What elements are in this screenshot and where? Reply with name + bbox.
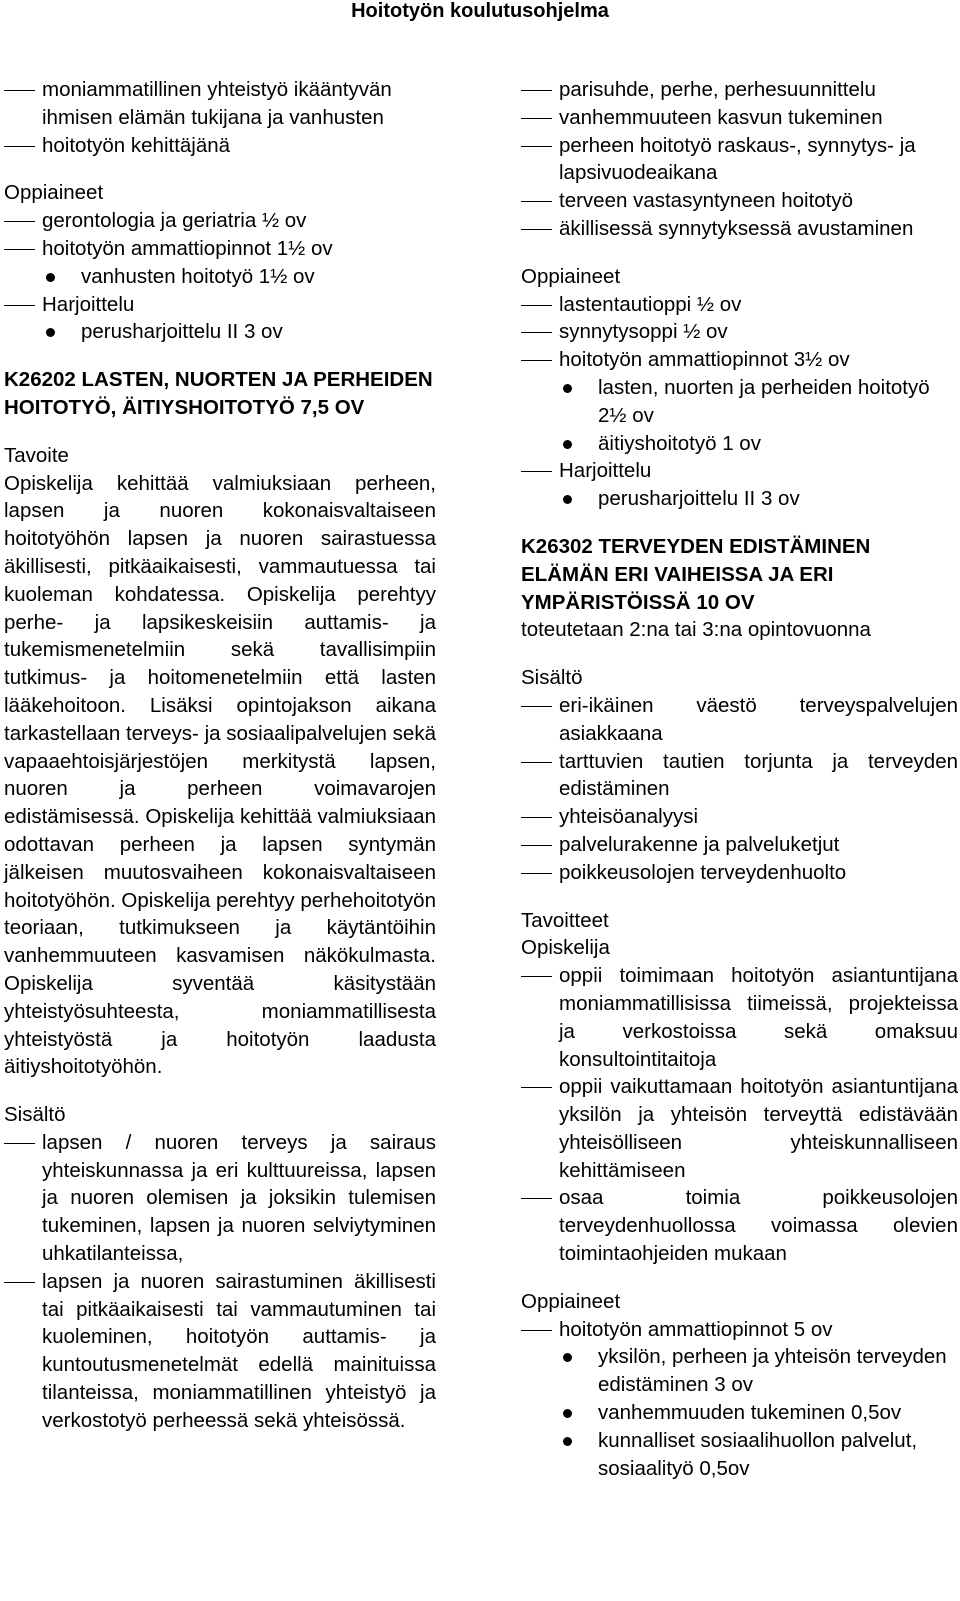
bullet-item-text: äitiyshoitotyö 1 ov [598,431,761,455]
list-item [521,831,958,859]
list-item [4,235,436,263]
list-item-text: äkillisessä synnytyksessä avustaminen [559,216,914,240]
list-item-text: hoitotyön kehittäjänä [42,133,231,157]
list-item [4,76,436,132]
list-item-text: oppii vaikuttamaan hoitotyön asiantuntijana yksilön ja yhteisön terveyttä edistävään yhteisölliseen yhteiskunnalliseen kehittämiseen [559,1075,958,1182]
bullet-marker [563,495,572,504]
list-item [521,748,958,804]
dash-marker [521,1330,552,1331]
bullet-marker [563,1353,572,1362]
bullet-item-text: vanhemmuuden tukeminen 0,5ov [598,1401,902,1425]
list-item-text: Harjoittelu [42,292,135,316]
list-item-text: oppii toimimaan hoitotyön asiantuntijana moniammatillisissa tiimeissä, projekteissa ja verkostoissa sekä omaksuu konsultointitaitoja [559,964,958,1071]
course-note: toteutetaan 2:na tai 3:na opintovuonna [521,618,871,642]
list-item [521,692,958,748]
list-item [521,132,958,188]
list-item-text: eri-ikäinen väestö terveyspalvelujen asiakkaana [559,693,958,745]
course-title: K26302 TERVEYDEN EDISTÄMINEN ELÄMÄN ERI VAIHEISSA JA ERI YMPÄRISTÖISSÄ 10 OV [521,534,871,614]
section-heading-oppiaineet: Oppiaineet [521,264,621,288]
list-item [4,1268,436,1435]
course-title: K26202 LASTEN, NUORTEN JA PERHEIDEN HOITOTYÖ, ÄITIYSHOITOTYÖ 7,5 OV [4,368,433,419]
dash-marker [4,305,35,306]
bullet-item-text: perusharjoittelu II 3 ov [81,320,283,344]
dash-marker [521,873,552,874]
dash-marker [521,332,552,333]
dash-marker [521,146,552,147]
dash-marker [4,249,35,250]
list-item-text: hoitotyön ammattiopinnot 3½ ov [559,348,850,372]
dash-marker [521,471,552,472]
list-item [521,187,958,215]
dash-marker [521,229,552,230]
list-item-text: osaa toimia poikkeusolojen terveydenhuollossa voimassa olevien toimintaohjeiden mukaan [559,1186,958,1266]
list-item-text: poikkeusolojen terveydenhuolto [559,860,847,884]
dash-marker [521,90,552,91]
dash-marker [521,118,552,119]
list-item-text: lapsen ja nuoren sairastuminen äkillisesti tai pitkäaikaisesti tai vammautuminen tai kuoleminen, hoitotyön auttamis- ja kuntoutusmenetelmät edellä mainituissa tilanteissa, moniammatillinen yhteistyö ja verkostotyö perheessä sekä yhteisössä. [42,1269,436,1432]
bullet-item-text: yksilön, perheen ja yhteisön terveyden edistäminen 3 ov [598,1345,947,1397]
list-item [521,104,958,132]
bullet-item [521,1427,958,1483]
list-item [521,346,958,374]
bullet-item-text: lasten, nuorten ja perheiden hoitotyö 2½ ov [598,375,930,427]
list-item-text: perheen hoitotyö raskaus-, synnytys- ja lapsivuodeaikana [559,133,916,185]
section-heading-tavoitteet: Tavoitteet [521,908,609,932]
list-item [521,215,958,243]
section-heading-oppiaineet: Oppiaineet [4,181,104,205]
bullet-item [521,485,958,513]
bullet-item [4,263,436,291]
list-item [521,1073,958,1184]
list-item [521,1184,958,1267]
dash-marker [4,90,35,91]
bullet-item [4,318,436,346]
dash-marker [521,1087,552,1088]
right-column [521,76,958,1482]
section-heading-oppiaineet-2: Oppiaineet [521,1289,621,1313]
bullet-marker [563,1437,572,1446]
list-item-text: parisuhde, perhe, perhesuunnittelu [559,78,876,101]
list-item-text: terveen vastasyntyneen hoitotyö [559,189,854,213]
list-item [4,291,436,319]
dash-marker [521,1198,552,1199]
tavoite-paragraph: Opiskelija kehittää valmiuksiaan perheen, lapsen ja nuoren kokonaisvaltaiseen hoitotyöhön lapsen ja nuoren sairastuessa äkillisesti, pitkäaikaisesti, vammautuessa tai kuoleman kohdatessa. Opiskelija perehtyy perhe- ja lapsikeskeisiin auttamis- ja tukemismenetelmiin sekä tavallisimpiin tutkimus- ja hoitomenetelmiin että lasten lääkehoitoon. Lisäksi opintojakson aikana tarkastellaan terveys- ja sosiaalipalvelujen sekä vapaaehtoisjärjestöjen merkitystä lapsen, nuoren ja perheen voimavarojen edistämisessä. Opiskelija kehittää valmiuksiaan odottavan perheen ja lapsen syntymän jälkeisen muutosvaiheen kokonaisvaltaiseen hoitotyöhön. Opiskelija perehtyy perhehoitotyön teoriaan, tutkimukseen ja käytäntöihin vanhemmuuteen kasvamisen näkökulmasta. Opiskelija syventää käsitystään yhteistyösuhteesta, moniammatillisesta yhteistyöstä ja hoitotyön laadusta äitiyshoitotyöhön. [4,471,436,1079]
bullet-item [521,374,958,430]
section-heading-sisalto: Sisältö [521,666,583,690]
list-item-text: synnytysoppi ½ ov [559,320,728,344]
bullet-marker [46,328,55,337]
dash-marker [521,706,552,707]
left-column [4,76,436,1435]
list-item [521,803,958,831]
bullet-marker [563,384,572,393]
list-item [4,1129,436,1268]
dash-marker [4,146,35,147]
tavoitteet-intro: Opiskelija [521,936,610,960]
bullet-marker [46,273,55,282]
list-item [521,318,958,346]
dash-marker [521,360,552,361]
list-item [521,859,958,887]
list-item-text: hoitotyön ammattiopinnot 5 ov [559,1317,833,1341]
bullet-marker [563,1409,572,1418]
dash-marker [521,762,552,763]
list-item [521,291,958,319]
section-heading-tavoite: Tavoite [4,443,69,467]
list-item [521,962,958,1073]
list-item-text: palvelurakenne ja palveluketjut [559,832,840,856]
list-item-text: Harjoittelu [559,459,652,483]
list-item [4,207,436,235]
list-item-text: yhteisöanalyysi [559,805,699,829]
dash-marker [4,1143,35,1144]
dash-marker [521,817,552,818]
bullet-item [521,1343,958,1399]
dash-marker [521,305,552,306]
page-header: Hoitotyön koulutusohjelma [351,0,609,22]
list-item [4,132,436,160]
list-item [521,1316,958,1344]
list-item-text: gerontologia ja geriatria ½ ov [42,209,307,233]
section-heading-sisalto: Sisältö [4,1103,66,1127]
list-item-text: lastentautioppi ½ ov [559,292,742,316]
list-item [521,457,958,485]
bullet-item-text: kunnalliset sosiaalihuollon palvelut, sosiaalityö 0,5ov [598,1428,918,1480]
bullet-item-text: vanhusten hoitotyö 1½ ov [81,264,315,288]
dash-marker [521,845,552,846]
list-item [521,76,958,104]
bullet-item [521,1399,958,1427]
dash-marker [4,221,35,222]
list-item-text: hoitotyön ammattiopinnot 1½ ov [42,236,333,260]
dash-marker [4,1282,35,1283]
bullet-marker [563,440,572,449]
list-item-text: lapsen / nuoren terveys ja sairaus yhteiskunnassa ja eri kulttuureissa, lapsen ja nuoren olemisen ja joksikin tulemisen tukeminen, lapsen ja nuoren selviytyminen uhkatilanteissa, [42,1130,436,1266]
list-item-text: tarttuvien tautien torjunta ja terveyden edistäminen [559,749,958,801]
list-item-text: vanhemmuuteen kasvun tukeminen [559,105,883,129]
bullet-item-text: perusharjoittelu II 3 ov [598,487,800,511]
dash-marker [521,201,552,202]
bullet-item [521,430,958,458]
list-item-text: moniammatillinen yhteistyö ikääntyvän ihmisen elämän tukijana ja vanhusten [42,78,392,129]
dash-marker [521,976,552,977]
